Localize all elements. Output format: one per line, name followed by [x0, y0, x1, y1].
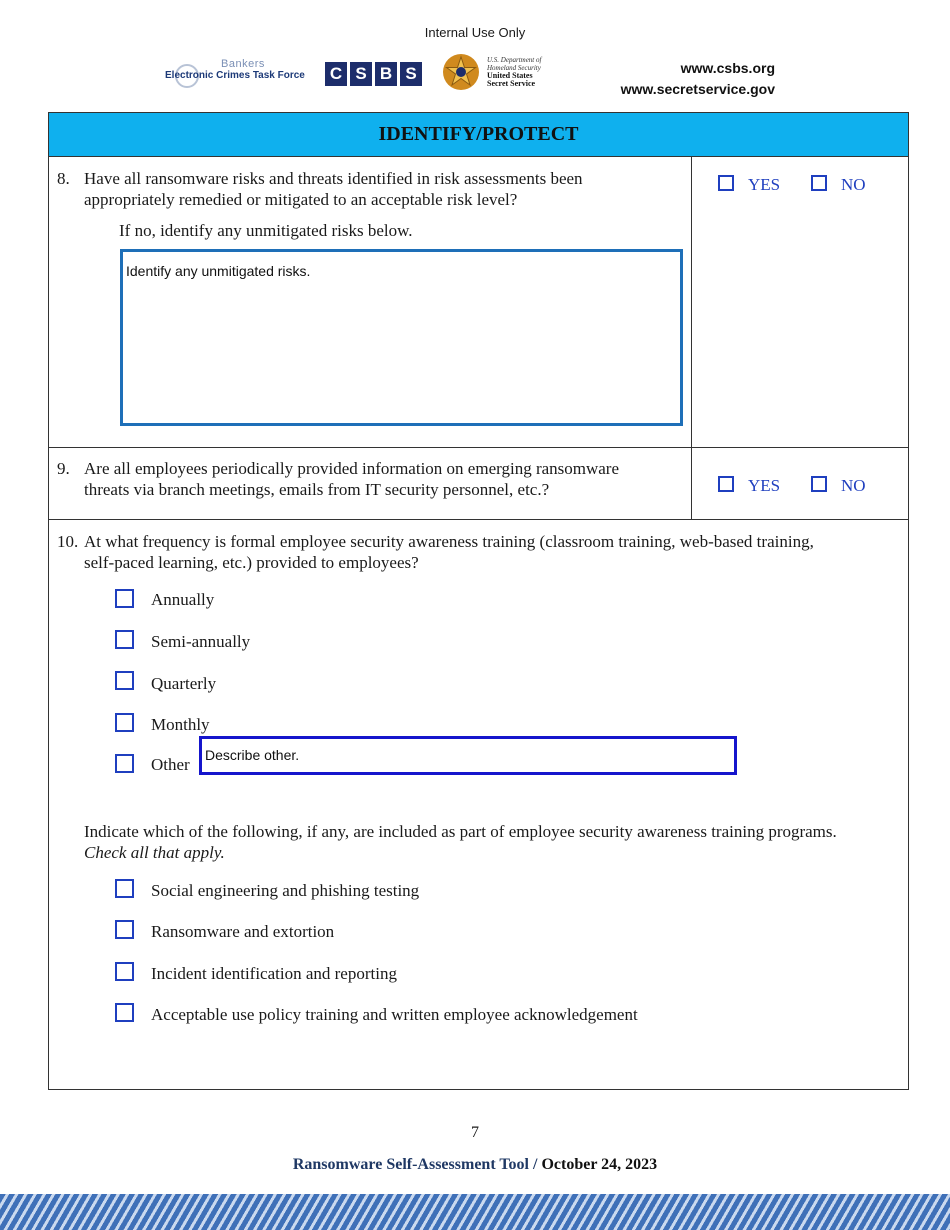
ransomware-extortion-label: Ransomware and extortion [151, 922, 335, 941]
row-divider [49, 447, 908, 448]
question-number: 8. [57, 169, 70, 188]
question-text-line1: Have all ransomware risks and threats identified in risk assessments been [84, 169, 583, 188]
other-label: Other [151, 755, 190, 774]
question-number: 10. [57, 532, 79, 551]
sub-instruction: Check all that apply. [84, 843, 225, 862]
question-text-line2: appropriately remedied or mitigated to an acceptable risk level? [84, 190, 518, 209]
quarterly-checkbox[interactable] [115, 671, 134, 690]
q8-followup: If no, identify any unmitigated risks below. [119, 221, 413, 240]
other-description-input[interactable] [199, 736, 737, 775]
monthly-label: Monthly [151, 715, 210, 734]
bankers-ectf-logo [165, 58, 315, 88]
section-title: IDENTIFY/PROTECT [49, 113, 908, 157]
annually-checkbox[interactable] [115, 589, 134, 608]
question-text-line1: At what frequency is formal employee security awareness training (classroom training, web-based training, [84, 532, 814, 551]
q9-yes-label: YES [748, 476, 781, 495]
usss-line1: United States [487, 71, 533, 80]
csbs-url: www.csbs.org [680, 60, 775, 76]
semi-annually-checkbox[interactable] [115, 630, 134, 649]
q9-yes-checkbox[interactable] [718, 476, 734, 492]
quarterly-label: Quarterly [151, 674, 217, 693]
other-placeholder: Describe other. [205, 747, 300, 763]
annually-label: Annually [151, 590, 215, 609]
usss-line2: Secret Service [487, 79, 536, 88]
csbs-letter: S [400, 62, 422, 86]
q9-no-checkbox[interactable] [811, 476, 827, 492]
column-divider [691, 157, 692, 519]
incident-identification-checkbox[interactable] [115, 962, 134, 981]
logo-ectf-text: Electronic Crimes Task Force [165, 70, 305, 81]
assessment-form [48, 112, 909, 1090]
secretservice-url: www.secretservice.gov [620, 81, 775, 97]
question-number: 9. [57, 459, 70, 478]
secret-service-star-icon [441, 52, 481, 92]
csbs-logo [325, 62, 422, 86]
social-engineering-checkbox[interactable] [115, 879, 134, 898]
incident-identification-label: Incident identification and reporting [151, 964, 397, 983]
document-footer [0, 1156, 950, 1174]
header-urls [621, 58, 775, 100]
ransomware-extortion-checkbox[interactable] [115, 920, 134, 939]
q9-no-label: NO [841, 476, 866, 495]
row-divider [49, 519, 908, 520]
footer-stripe [0, 1194, 950, 1230]
q8-no-checkbox[interactable] [811, 175, 827, 191]
q8-yes-checkbox[interactable] [718, 175, 734, 191]
header-logos [165, 50, 545, 98]
semi-annually-label: Semi-annually [151, 632, 251, 651]
question-text-line2: self-paced learning, etc.) provided to employees? [84, 553, 419, 572]
usss-logo-text [487, 56, 547, 88]
sub-prompt: Indicate which of the following, if any, are included as part of employee security awareness training programs. [84, 822, 837, 841]
internal-use-label: Internal Use Only [424, 25, 526, 40]
dhs-text: U.S. Department of Homeland Security [487, 56, 542, 72]
acceptable-use-label: Acceptable use policy training and written employee acknowledgement [151, 1005, 638, 1024]
footer-doc-date: October 24, 2023 [541, 1156, 658, 1173]
monthly-checkbox[interactable] [115, 713, 134, 732]
social-engineering-label: Social engineering and phishing testing [151, 881, 420, 900]
csbs-letter: B [375, 62, 397, 86]
logo-bankers-text: Bankers [221, 58, 265, 70]
other-checkbox[interactable] [115, 754, 134, 773]
acceptable-use-checkbox[interactable] [115, 1003, 134, 1022]
question-text-line1: Are all employees periodically provided information on emerging ransomware [84, 459, 620, 478]
unmitigated-risks-input[interactable] [120, 249, 683, 426]
csbs-letter: C [325, 62, 347, 86]
page-number: 7 [471, 1124, 479, 1141]
unmitigated-risks-placeholder: Identify any unmitigated risks. [126, 263, 311, 279]
q8-yes-label: YES [748, 175, 781, 194]
footer-doc-title: Ransomware Self-Assessment Tool / [292, 1156, 538, 1173]
question-text-line2: threats via branch meetings, emails from IT security personnel, etc.? [84, 480, 550, 499]
csbs-letter: S [350, 62, 372, 86]
q8-no-label: NO [841, 175, 866, 194]
